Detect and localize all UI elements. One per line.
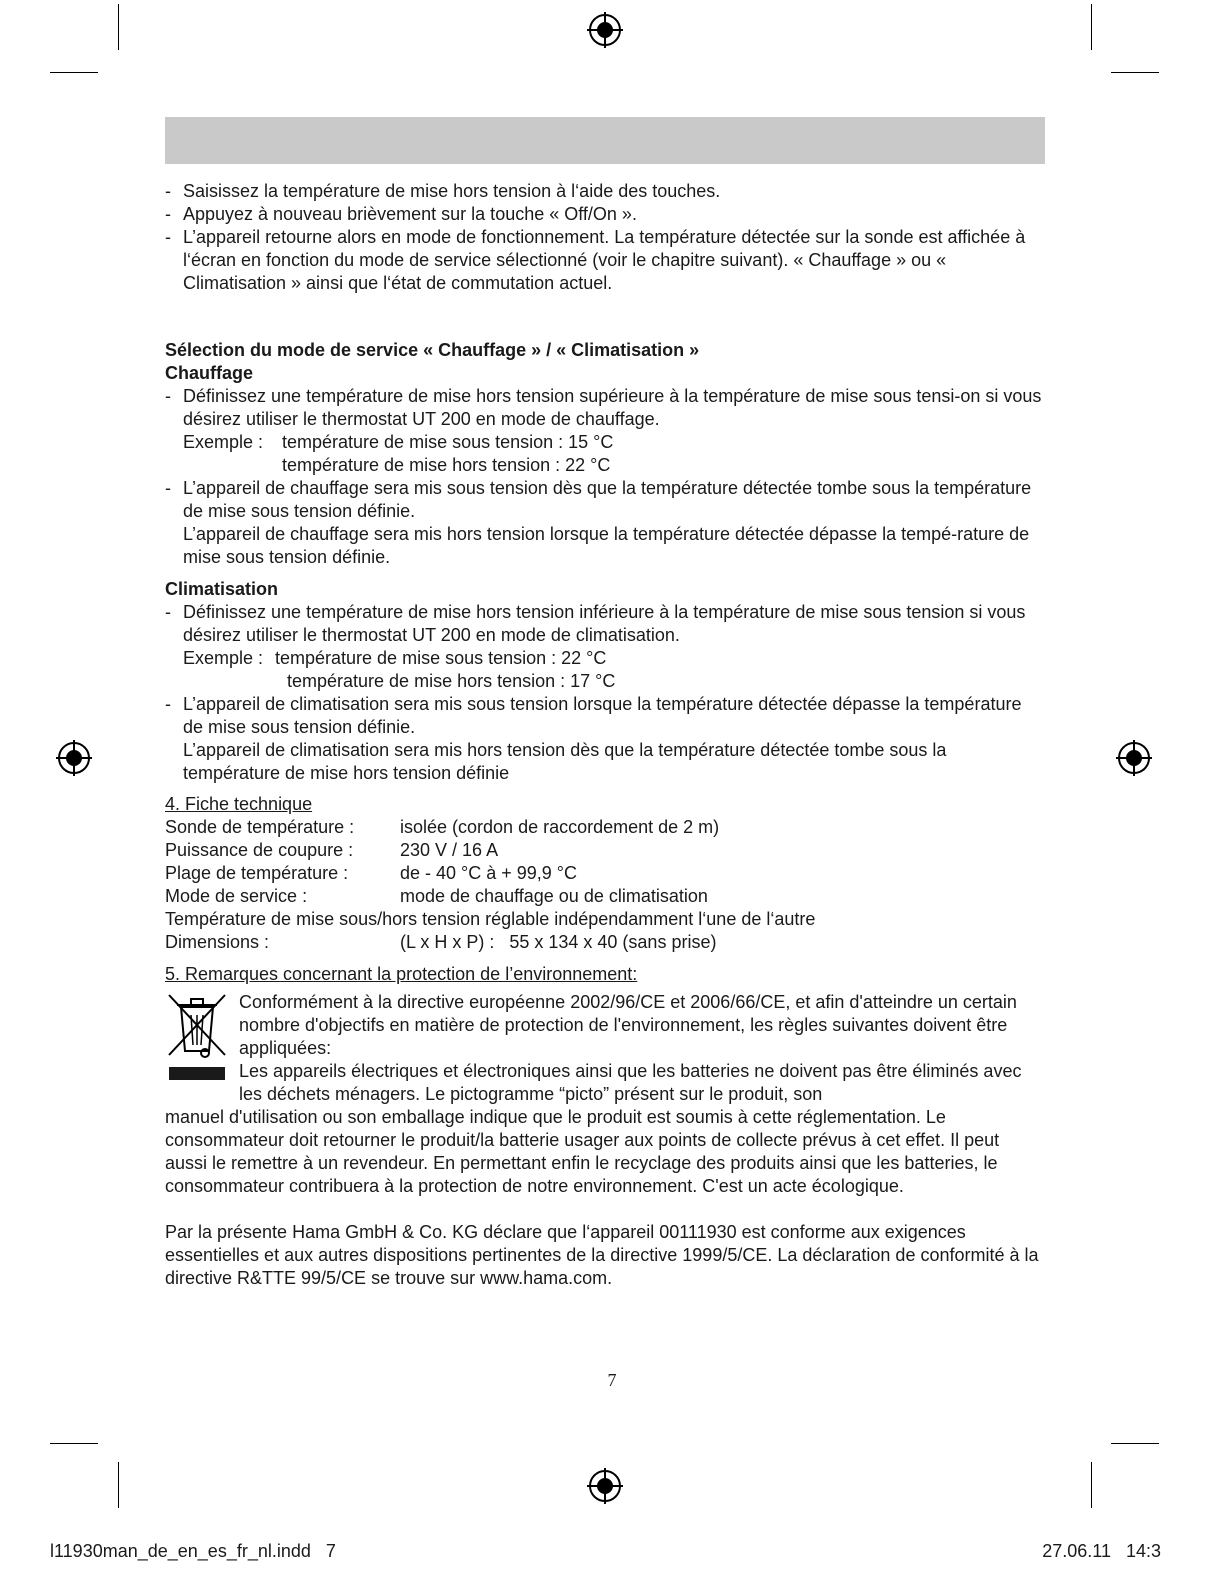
spec-row [165, 816, 1045, 839]
example-value: température de mise sous tension : 15 °C [282, 432, 614, 452]
example-value: température de mise hors tension : 17 °C [287, 671, 616, 691]
crop-mark [118, 1462, 119, 1508]
list-item: - Appuyez à nouveau brièvement sur la touche « Off/On ». [165, 203, 1045, 226]
example-value: température de mise sous tension : 22 °C [275, 648, 607, 668]
crop-mark [1111, 1443, 1159, 1444]
slug-filename: l11930man_de_en_es_fr_nl.indd 7 [50, 1541, 336, 1561]
spec-value: 230 V / 16 A [400, 840, 499, 860]
spec-value: isolée (cordon de raccordement de 2 m) [400, 817, 720, 837]
crop-mark [1091, 4, 1092, 50]
list-item: - Définissez une température de mise hors tension inférieure à la température de mise sous tension si vous désirez utiliser le thermostat UT 200 en mode de climatisation. [165, 601, 1045, 647]
example-row [165, 647, 1045, 670]
slug-date: 27.06.11 14:3 [1042, 1541, 1161, 1561]
paragraph: L’appareil de chauffage sera mis hors tension lorsque la température détectée dépasse la tempé-rature de mise sous tension définie. [183, 524, 1030, 567]
weee-block [165, 991, 1045, 1106]
paragraph: Les appareils électriques et électroniques ainsi que les batteries ne doivent pas être éliminés avec les déchets ménagers. Le pictogramme “picto” présent sur le produit, son [239, 1061, 1022, 1104]
spec-row [165, 839, 1045, 862]
header-band [165, 117, 1045, 164]
spec-label: Dimensions : [165, 932, 270, 952]
subsection-title: Climatisation [165, 579, 279, 599]
crop-mark [1111, 72, 1159, 73]
list-item: - Définissez une température de mise hors tension supérieure à la température de mise sous tensi-on si vous désirez utiliser le thermostat UT 200 en mode de chauffage. [165, 385, 1045, 431]
spec-value: (L x H x P) : 55 x 134 x 40 (sans prise) [400, 932, 717, 952]
crop-mark [118, 4, 119, 50]
example-label: Exemple : [183, 648, 264, 668]
section-title: 5. Remarques concernant la protection de l’environnement: [165, 964, 638, 984]
spec-row [165, 931, 1045, 954]
crop-mark [50, 72, 98, 73]
paragraph: L’appareil de climatisation sera mis hors tension dès que la température détectée tombe sous la température de mise hors tension définie [183, 740, 947, 783]
section-title: 4. Fiche technique [165, 794, 313, 814]
spec-value: de - 40 °C à + 99,9 °C [400, 863, 577, 883]
registration-mark-icon [585, 1466, 625, 1506]
list-item: - L’appareil retourne alors en mode de fonctionnement. La température détectée sur la sonde est affichée à l‘écran en fonction du mode de service sélectionné (voir le chapitre suivant). « Chauffage » ou « Climatisation » ainsi que l‘état de commutation actuel. [165, 226, 1045, 295]
declaration-paragraph: Par la présente Hama GmbH & Co. KG déclare que l‘appareil 00111930 est conforme aux exigences essentielles et aux autres dispositions pertinentes de la directive 1999/5/CE. La déclaration de conformité à la directive R&TTE 99/5/CE se trouve sur www.hama.com. [165, 1222, 1039, 1288]
spec-label: Puissance de coupure : [165, 840, 354, 860]
subsection-title: Chauffage [165, 363, 254, 383]
paragraph: manuel d'utilisation ou son emballage indique que le produit est soumis à cette réglementation. Le consommateur doit retourner le produit/la batterie usager aux points de collecte prévus à cet effet. Il peut aussi le remettre à un revendeur. En permettant enfin le recyclage des produits ainsi que les batteries, le consommateur contribuera à la protection de notre environnement. C'est un acte écologique. [165, 1107, 1000, 1196]
spec-full-line: Température de mise sous/hors tension réglable indépendamment l‘une de l‘autre [165, 909, 816, 929]
example-value: température de mise hors tension : 22 °C [282, 455, 611, 475]
crossed-bin-icon [165, 991, 229, 1083]
crop-mark [1091, 1462, 1092, 1508]
registration-mark-icon [1114, 738, 1154, 778]
registration-mark-icon [585, 10, 625, 50]
list-item: - L’appareil de climatisation sera mis sous tension lorsque la température détectée dépasse la température de mise sous tension définie. [165, 693, 1045, 739]
spec-row [165, 885, 1045, 908]
spec-label: Mode de service : [165, 886, 308, 906]
list-item: - Saisissez la température de mise hors tension à l‘aide des touches. [165, 180, 1045, 203]
page-content [165, 180, 1045, 1290]
example-row [165, 431, 1045, 454]
spec-label: Sonde de température : [165, 817, 355, 837]
paragraph: Conformément à la directive européenne 2002/96/CE et 2006/66/CE, et afin d'atteindre un certain nombre d'objectifs en matière de protection de l'environnement, les règles suivantes doivent être appliquées: [239, 992, 1017, 1058]
spec-value: mode de chauffage ou de climatisation [400, 886, 708, 906]
spec-label: Plage de température : [165, 863, 349, 883]
section-title: Sélection du mode de service « Chauffage » / « Climatisation » [165, 340, 700, 360]
crop-mark [50, 1443, 98, 1444]
page-number: 7 [607, 1370, 617, 1390]
registration-mark-icon [54, 738, 94, 778]
list-item: - L’appareil de chauffage sera mis sous tension dès que la température détectée tombe sous la température de mise sous tension définie. [165, 477, 1045, 523]
spec-row [165, 862, 1045, 885]
example-label: Exemple : [183, 432, 264, 452]
